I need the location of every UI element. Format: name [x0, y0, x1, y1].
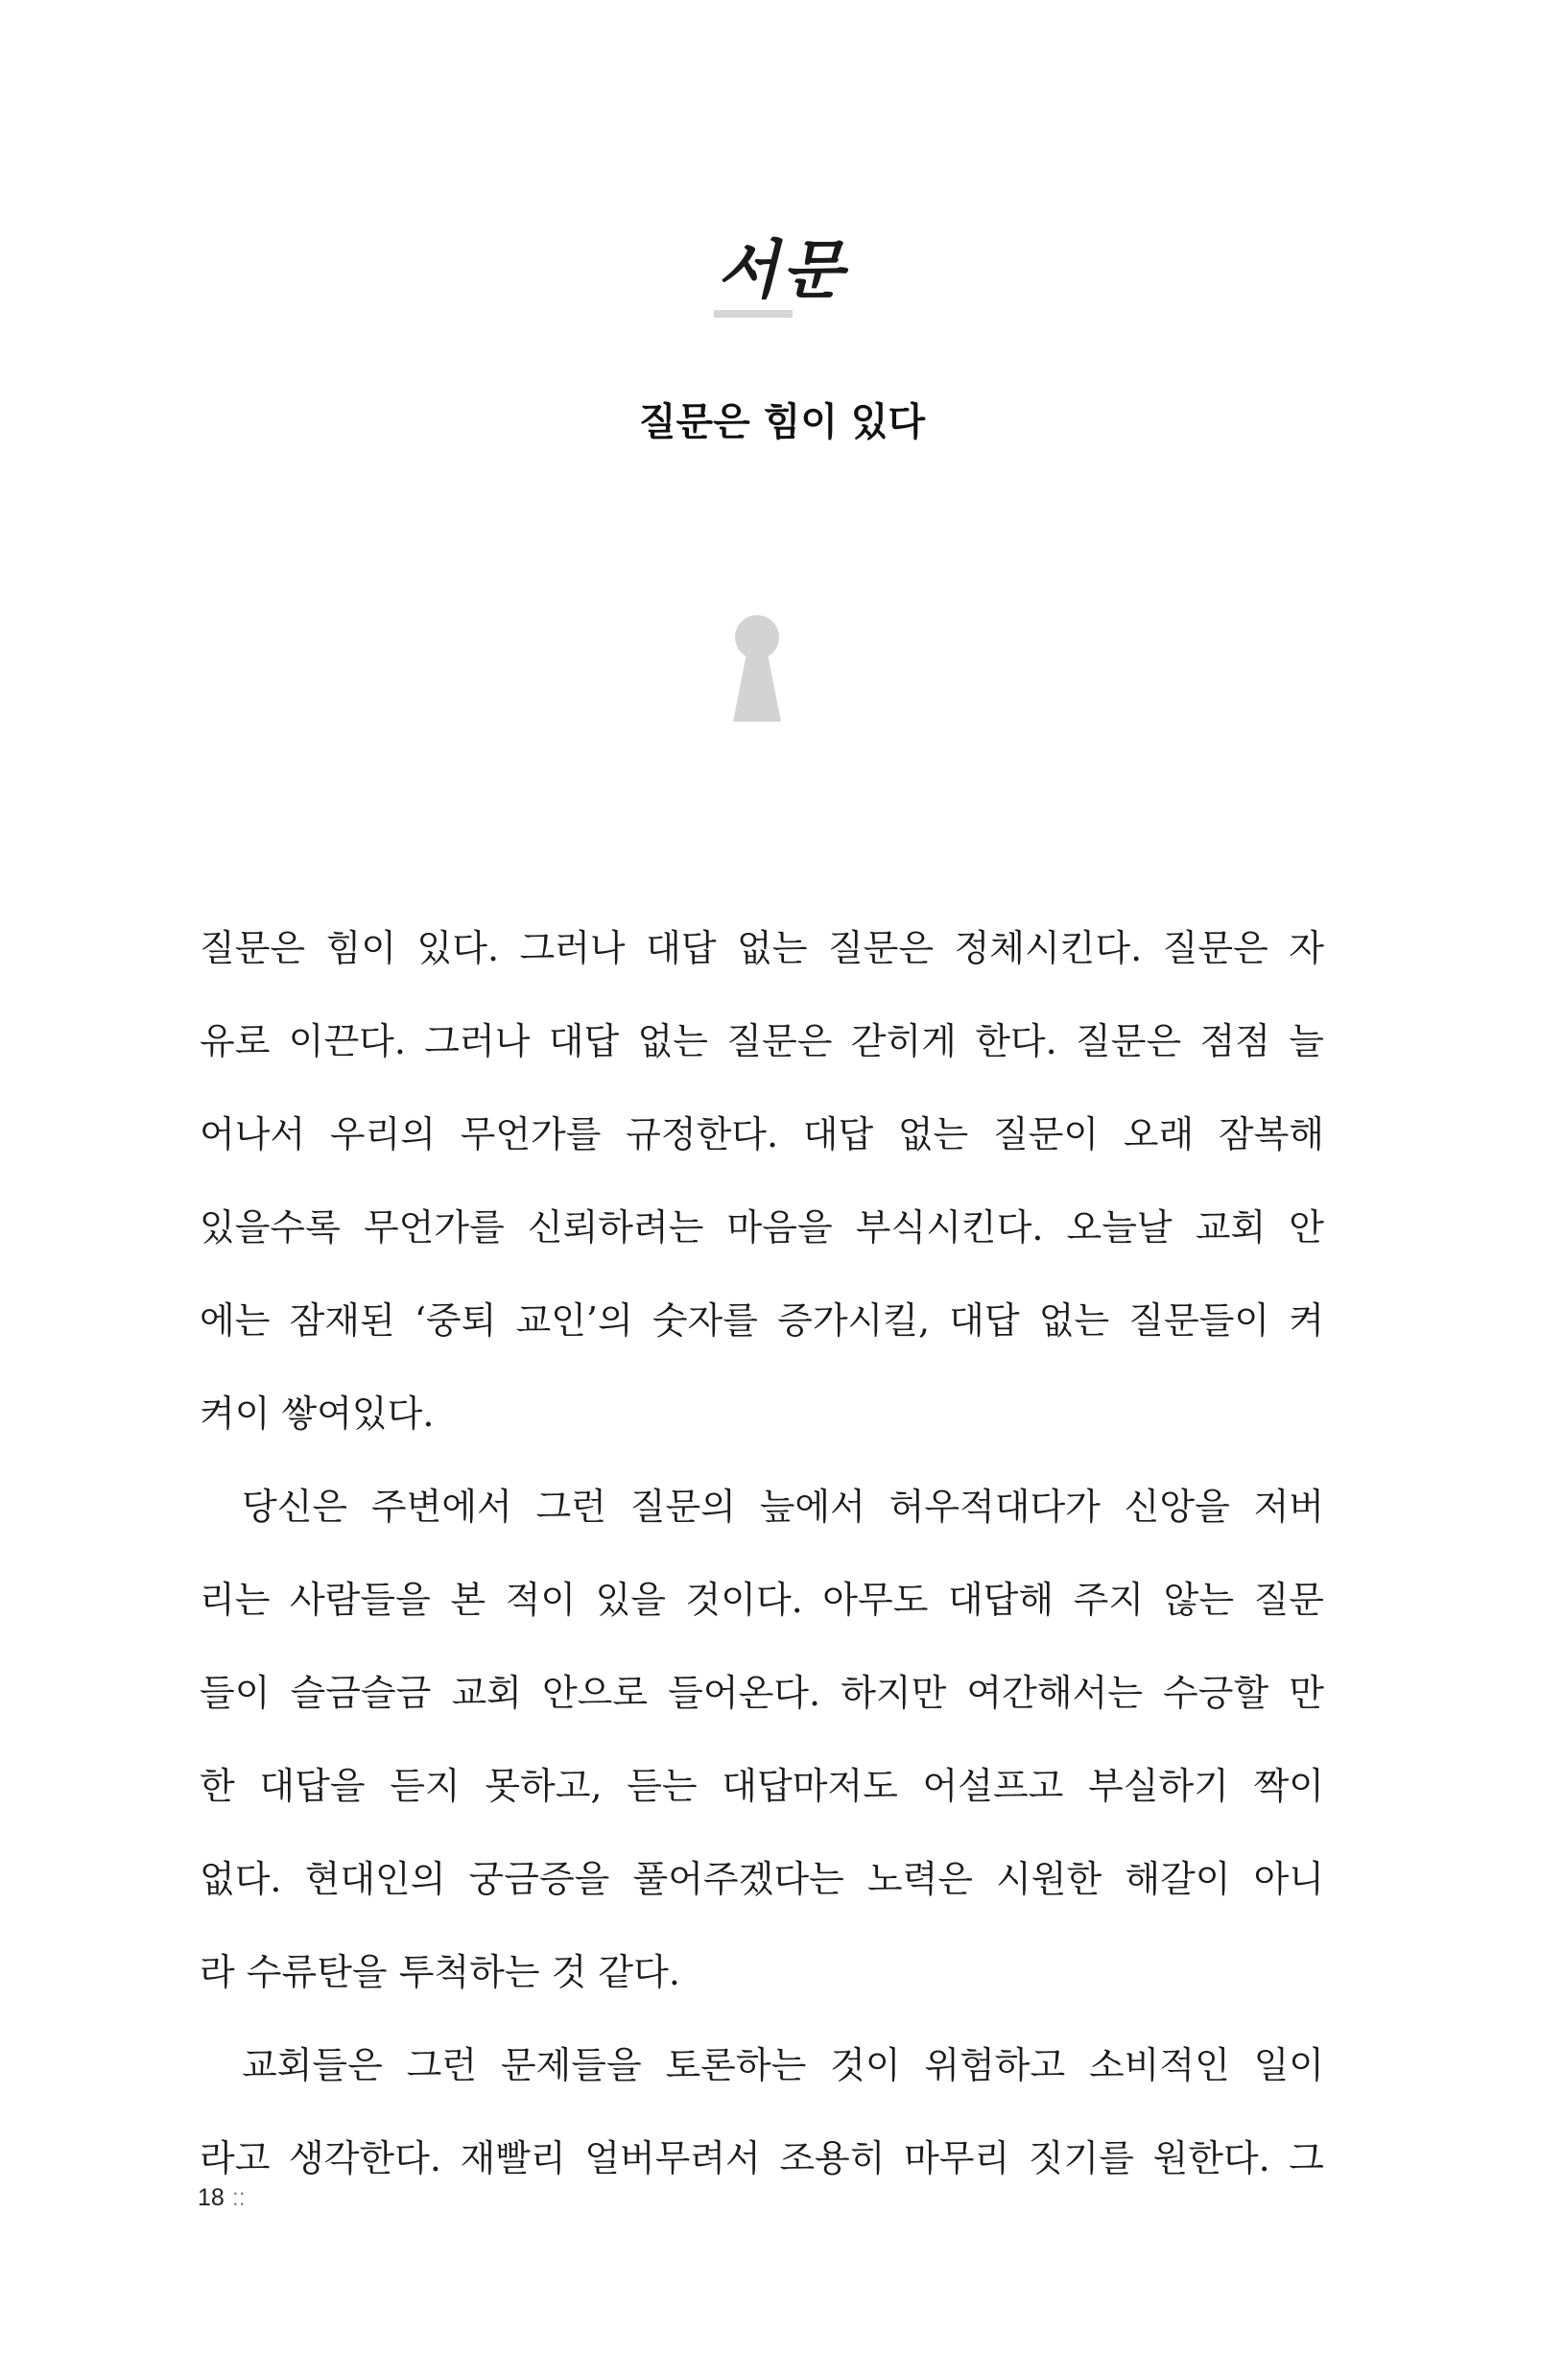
paragraph [200, 2019, 1324, 2205]
text-line: 리는 사람들을 본 적이 있을 것이다. 아무도 대답해 주지 않는 질문 [200, 1579, 1324, 1621]
text-line: 교회들은 그런 문제들을 토론하는 것이 위험하고 소비적인 일이 [242, 2044, 1324, 2086]
text-line: 켜이 쌓여있다. [200, 1392, 435, 1435]
keyhole-icon [732, 614, 782, 722]
body-text [200, 902, 1324, 2205]
text-line: 어나서 우리의 무언가를 규정한다. 대답 없는 질문이 오래 잠복해 [200, 1113, 1324, 1155]
chapter-title: 서문 [717, 232, 847, 307]
paragraph [200, 902, 1324, 1461]
text-line: 라고 생각한다. 재빨리 얼버무려서 조용히 마무리 짓기를 원한다. 그 [200, 2137, 1324, 2179]
text-line: 질문은 힘이 있다. 그러나 대답 없는 질문은 정체시킨다. 질문은 자 [200, 927, 1324, 969]
text-line: 한 대답을 듣지 못하고, 듣는 대답마저도 어설프고 부실하기 짝이 [200, 1765, 1324, 1807]
text-line: 에는 잠재된 ‘중퇴 교인’의 숫자를 증가시킬, 대답 없는 질문들이 켜 [200, 1299, 1324, 1342]
text-line: 유로 이끈다. 그러나 대답 없는 질문은 갇히게 한다. 질문은 점점 늘 [200, 1020, 1324, 1062]
text-line: 들이 슬금슬금 교회 안으로 들어온다. 하지만 여간해서는 수긍할 만 [200, 1672, 1324, 1714]
text-line: 있을수록 무언가를 신뢰하려는 마음을 부식시킨다. 오늘날 교회 안 [200, 1206, 1324, 1249]
page-separator: :: [231, 2184, 246, 2211]
page-footer [198, 2184, 246, 2212]
title-underline [714, 310, 793, 318]
text-line: 라 수류탄을 투척하는 것 같다. [200, 1951, 680, 1993]
text-line: 당신은 주변에서 그런 질문의 늪에서 허우적대다가 신앙을 저버 [242, 1486, 1324, 1528]
paragraph [200, 1461, 1324, 2019]
page-number: 18 [198, 2184, 225, 2211]
text-line: 없다. 현대인의 궁금증을 풀어주겠다는 노력은 시원한 해갈이 아니 [200, 1858, 1324, 1900]
chapter-subtitle: 질문은 힘이 있다 [638, 400, 926, 444]
